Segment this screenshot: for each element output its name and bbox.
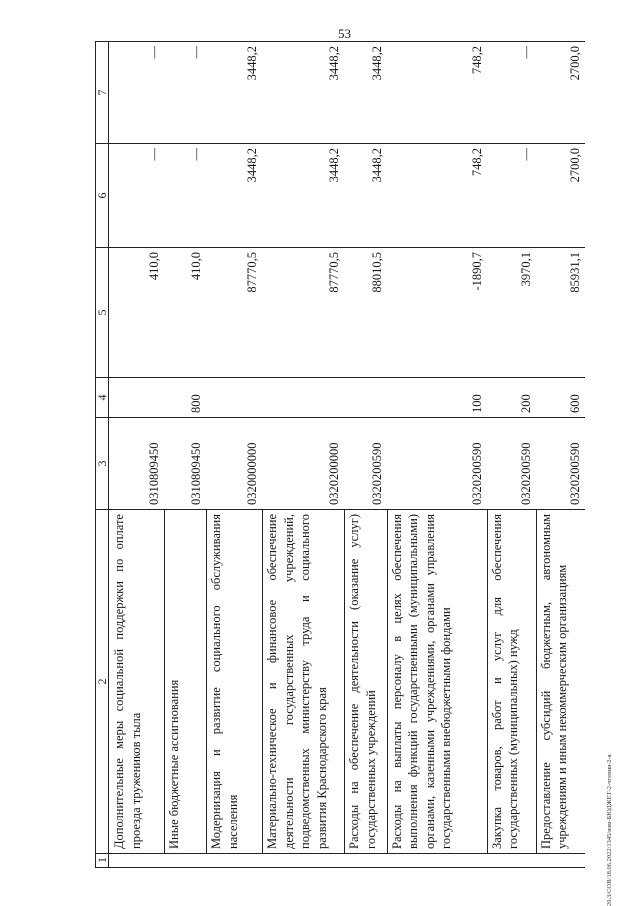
row-vr-code (109, 378, 165, 418)
header-col-3: 3 (96, 418, 109, 510)
row-vr-code: 200 (487, 378, 536, 418)
row-name: Расходы на обеспечение деятельности (оказание услуг) государственных учреждений (345, 510, 387, 854)
row-amount: 410,0 (165, 248, 207, 378)
header-col-7: 7 (96, 42, 109, 144)
row-sum-col6: 2700,0 (536, 144, 585, 248)
table-row (387, 42, 487, 868)
row-csr-code: 0310809450 (165, 418, 207, 510)
table-row (263, 42, 345, 868)
header-row (96, 42, 109, 868)
row-sum-col6: 748,2 (387, 144, 487, 248)
row-name: Модернизация и развитие социального обслуживания населения (207, 510, 263, 854)
row-csr-code: 0320200590 (536, 418, 585, 510)
header-col-4: 4 (96, 378, 109, 418)
header-col-2: 2 (96, 510, 109, 854)
row-amount: 3970,1 (487, 248, 536, 378)
row-csr-code: 0310809450 (109, 418, 165, 510)
row-sum-col6: — (165, 144, 207, 248)
row-amount: 85931,1 (536, 248, 585, 378)
row-vr-code (263, 378, 345, 418)
row-sum-col7: 3448,2 (345, 42, 387, 144)
table-row (536, 42, 585, 868)
budget-table (95, 41, 585, 868)
table-row (345, 42, 387, 868)
row-sum-col7: — (109, 42, 165, 144)
row-sum-col6: 3448,2 (345, 144, 387, 248)
row-amount: 88010,5 (345, 248, 387, 378)
row-csr-code: 0320200590 (387, 418, 487, 510)
row-vr-code: 600 (536, 378, 585, 418)
row-index-cell (536, 854, 585, 868)
footer-code: 20.3/СОВ/18.06.2022/1345/изм-БЮДЖЕТ-2-чтения-2-я (606, 754, 613, 906)
header-col-1: 1 (96, 854, 109, 868)
row-index-cell (387, 854, 487, 868)
budget-table-container (95, 42, 585, 868)
row-name: Расходы на выплаты персоналу в целях обеспечения выполнения функций государственными (муниципальными) органами, казенными учреждениями, органами управления государственными внебюджетными фондами (387, 510, 487, 854)
row-name: Предоставление субсидий бюджетным, автономным учреждениям и иным некоммерческим организациям (536, 510, 585, 854)
row-vr-code (207, 378, 263, 418)
row-sum-col7: 3448,2 (263, 42, 345, 144)
row-sum-col7: — (165, 42, 207, 144)
page-number: 53 (338, 26, 351, 41)
row-sum-col7: — (487, 42, 536, 144)
row-amount: -1890,7 (387, 248, 487, 378)
table-row (207, 42, 263, 868)
table-row (165, 42, 207, 868)
table-row (487, 42, 536, 868)
row-sum-col6: 3448,2 (263, 144, 345, 248)
row-sum-col6: — (109, 144, 165, 248)
row-sum-col6: 3448,2 (207, 144, 263, 248)
row-csr-code: 0320200590 (487, 418, 536, 510)
row-sum-col7: 748,2 (387, 42, 487, 144)
row-csr-code: 0320000000 (207, 418, 263, 510)
row-sum-col7: 3448,2 (207, 42, 263, 144)
row-amount: 87770,5 (207, 248, 263, 378)
row-name: Закупка товаров, работ и услуг для обеспечения государственных (муниципальных) нужд (487, 510, 536, 854)
header-col-5: 5 (96, 248, 109, 378)
row-csr-code: 0320200000 (263, 418, 345, 510)
row-amount: 410,0 (109, 248, 165, 378)
row-name: Материально-техническое и финансовое обеспечение деятельности государственных учреждений, подведомственных министерству труда и социального развития Краснодарского края (263, 510, 345, 854)
row-amount: 87770,5 (263, 248, 345, 378)
row-index-cell (263, 854, 345, 868)
row-index-cell (165, 854, 207, 868)
row-sum-col7: 2700,0 (536, 42, 585, 144)
table-row (109, 42, 165, 868)
row-vr-code (345, 378, 387, 418)
row-sum-col6: — (487, 144, 536, 248)
row-index-cell (109, 854, 165, 868)
row-name: Дополнительные меры социальной поддержки по оплате проезда тружеников тыла (109, 510, 165, 854)
row-index-cell (487, 854, 536, 868)
row-csr-code: 0320200590 (345, 418, 387, 510)
row-name: Иные бюджетные ассигнования (165, 510, 207, 854)
row-vr-code: 100 (387, 378, 487, 418)
header-col-6: 6 (96, 144, 109, 248)
row-vr-code: 800 (165, 378, 207, 418)
row-index-cell (345, 854, 387, 868)
row-index-cell (207, 854, 263, 868)
